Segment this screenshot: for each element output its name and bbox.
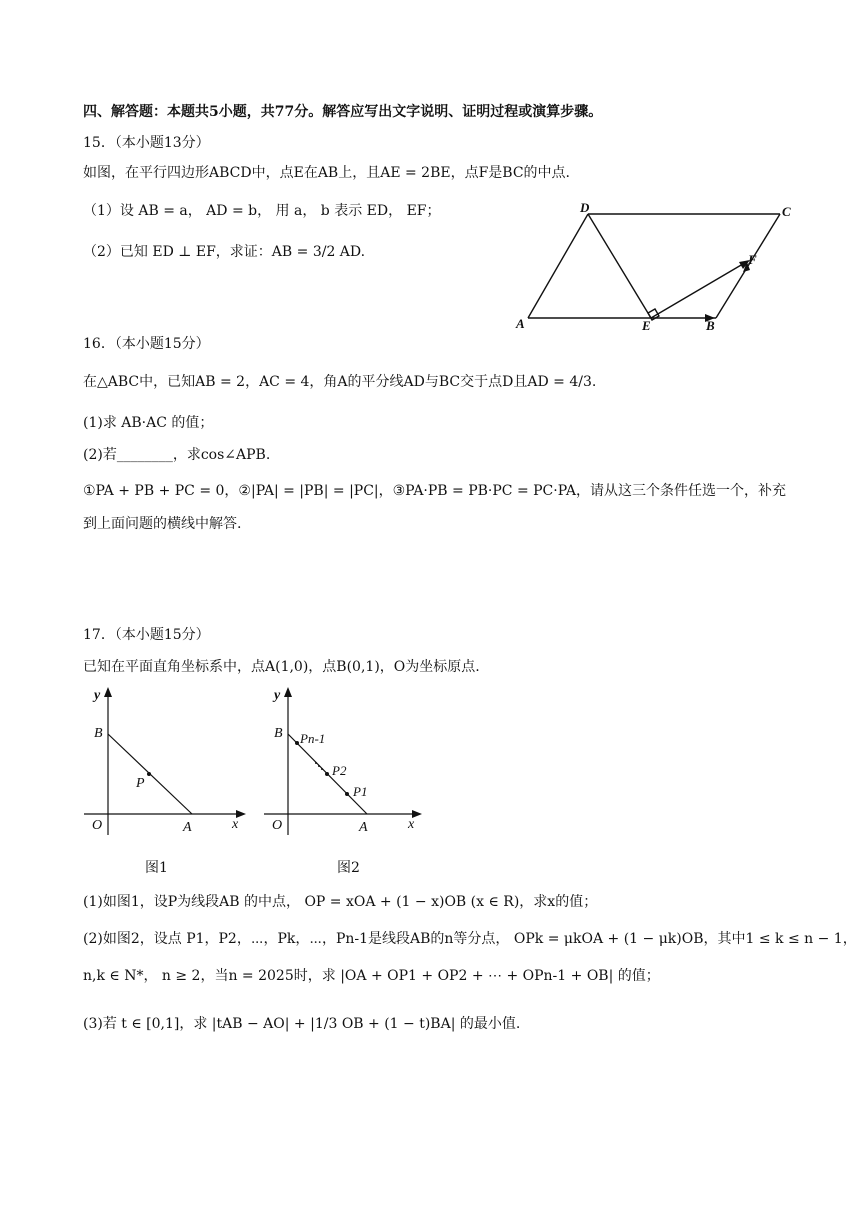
label-a: A bbox=[359, 820, 368, 835]
ellipsis-dot bbox=[318, 765, 320, 767]
q15-header: 15．（本小题13分） bbox=[83, 135, 210, 151]
label-c: C bbox=[782, 204, 791, 219]
label-p: P bbox=[136, 776, 145, 791]
segment-de bbox=[588, 214, 651, 318]
point-p bbox=[147, 772, 151, 776]
label-d: D bbox=[580, 200, 590, 215]
y-axis-arrow bbox=[284, 687, 292, 697]
label-o: O bbox=[272, 818, 283, 833]
label-p1: P1 bbox=[353, 784, 368, 799]
label-y: y bbox=[274, 688, 281, 703]
label-y: y bbox=[94, 688, 101, 703]
point-p1 bbox=[345, 792, 349, 796]
q17-part2-cont: n,k ∈ N*， n ≥ 2，当n = 2025时，求 |OA + OP1 + OP2 + ⋯ + OPn-1 + OB| 的值； bbox=[83, 968, 660, 984]
fig1-caption: 图1 bbox=[145, 860, 168, 876]
label-b: B bbox=[94, 726, 103, 741]
q16-conditions-cont: 到上面问题的横线中解答. bbox=[83, 516, 242, 532]
label-o: O bbox=[92, 818, 103, 833]
q17-part2: (2)如图2，设点 P1，P2，⋯，Pk，⋯，Pn-1是线段AB的n等分点， OPk = μkOA + (1 − μk)OB，其中1 ≤ k ≤ n − 1， bbox=[83, 931, 857, 947]
q17-figure-2 bbox=[262, 685, 432, 845]
label-b: B bbox=[274, 726, 283, 741]
q17-figure-1 bbox=[82, 685, 252, 845]
label-x: x bbox=[232, 817, 239, 832]
point-p2 bbox=[325, 772, 329, 776]
fig2-caption: 图2 bbox=[337, 860, 360, 876]
ellipsis-dot bbox=[321, 768, 323, 770]
ellipsis-dot bbox=[315, 762, 317, 764]
q15-intro: 如图，在平行四边形ABCD中，点E在AB上，且AE = 2BE，点F是BC的中点. bbox=[83, 165, 571, 181]
label-a: A bbox=[516, 316, 525, 331]
q17-intro: 已知在平面直角坐标系中，点A(1,0)，点B(0,1)，O为坐标原点. bbox=[83, 659, 480, 675]
label-x: x bbox=[408, 817, 415, 832]
q16-part1: (1)求 AB·AC 的值； bbox=[83, 415, 214, 431]
edge-ad bbox=[528, 214, 588, 318]
label-f: F bbox=[748, 252, 757, 267]
q16-conditions: ①PA + PB + PC = 0，②|PA| = |PB| = |PC|，③PA·PB = PB·PC = PC·PA，请从这三个条件任选一个，补充 bbox=[83, 483, 786, 499]
q15-parallelogram-figure bbox=[510, 200, 800, 340]
q16-intro: 在△ABC中，已知AB = 2，AC = 4，角A的平分线AD与BC交于点D且AD = 4/3. bbox=[83, 374, 597, 390]
section-heading: 四、解答题：本题共5小题，共77分。解答应写出文字说明、证明过程或演算步骤。 bbox=[83, 104, 603, 120]
point-pn-1 bbox=[295, 741, 299, 745]
label-pn-1: Pn-1 bbox=[300, 731, 326, 746]
q17-part1: (1)如图1，设P为线段AB 的中点， OP = xOA + (1 − x)OB (x ∈ R)，求x的值； bbox=[83, 894, 598, 910]
q15-part1: （1）设 AB = a， AD = b， 用 a， b 表示 ED， EF； bbox=[83, 203, 441, 219]
q17-part3: (3)若 t ∈ [0,1]，求 |tAB − AO| + |1/3 OB + (1 − t)BA| 的最小值. bbox=[83, 1016, 521, 1032]
q16-header: 16．（本小题15分） bbox=[83, 336, 210, 352]
label-e: E bbox=[642, 318, 651, 333]
q15-part2: （2）已知 ED ⊥ EF，求证：AB = 3/2 AD. bbox=[83, 244, 366, 260]
y-axis-arrow bbox=[104, 687, 112, 697]
q16-part2: (2)若________，求cos∠APB. bbox=[83, 447, 271, 463]
label-a: A bbox=[183, 820, 192, 835]
label-b: B bbox=[706, 318, 715, 333]
q17-header: 17．（本小题15分） bbox=[83, 627, 210, 643]
label-p2: P2 bbox=[332, 763, 347, 778]
